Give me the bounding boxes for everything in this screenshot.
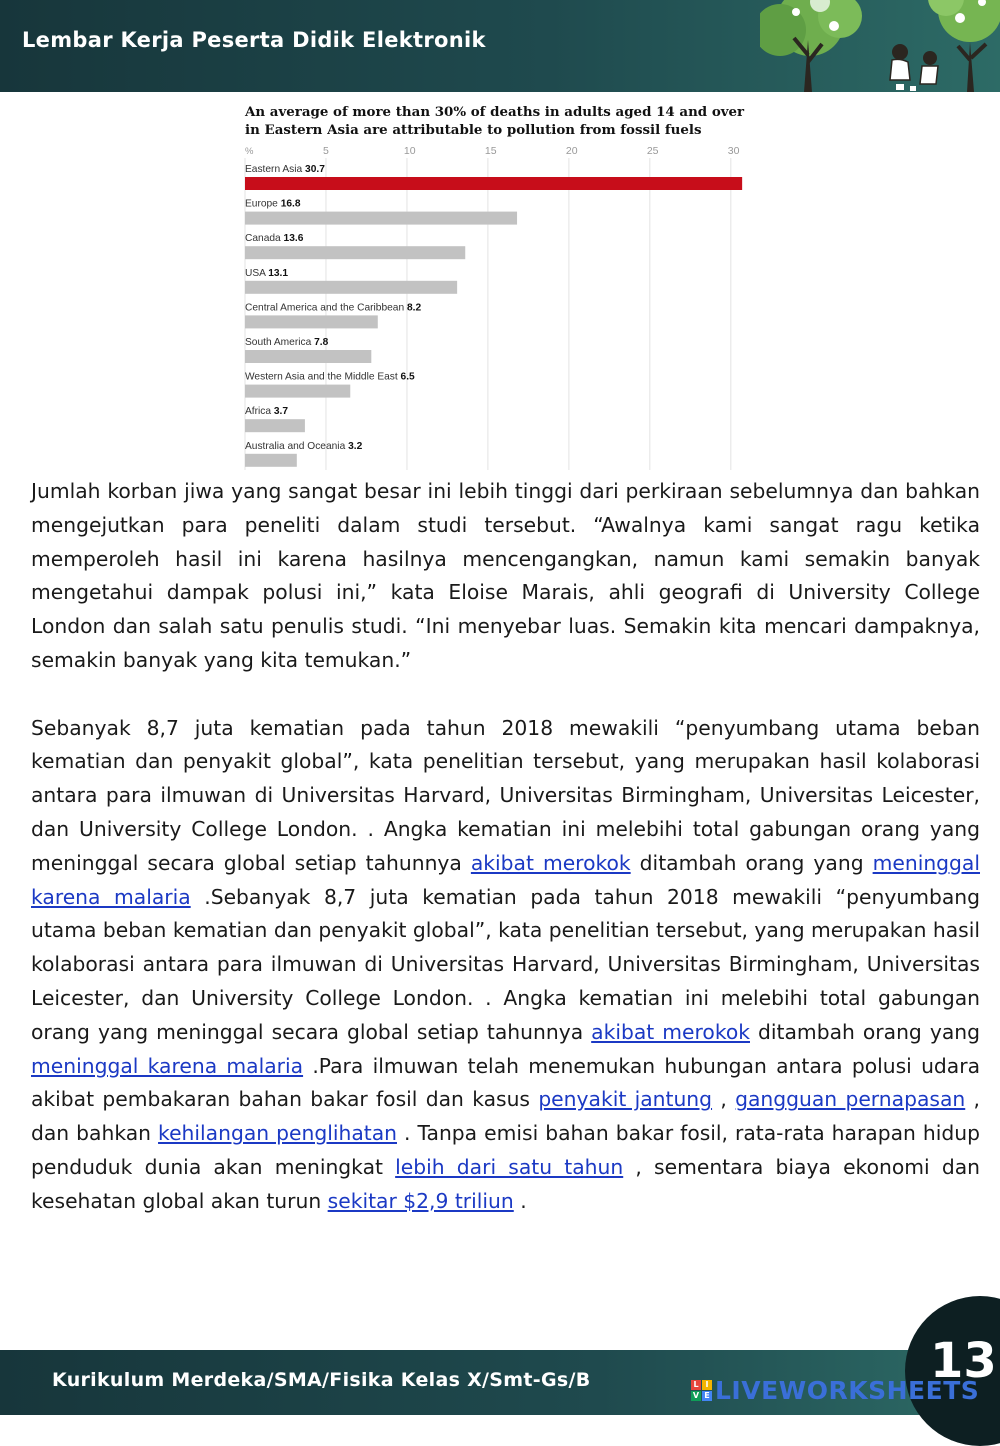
header-title: Lembar Kerja Peserta Didik Elektronik	[22, 28, 486, 52]
data-label: 13.1	[268, 267, 289, 279]
liveworksheets-logo[interactable]	[691, 1376, 979, 1405]
bar	[245, 419, 305, 432]
data-label: 3.2	[348, 440, 363, 452]
bar	[245, 350, 371, 363]
link-more-than-a-year[interactable]: lebih dari satu tahun	[395, 1154, 624, 1179]
category-name: Central America and the Caribbean	[245, 302, 407, 314]
category-label	[245, 199, 301, 210]
category-name: Western Asia and the Middle East	[245, 371, 401, 383]
link-respiratory[interactable]: gangguan pernapasan	[735, 1087, 966, 1112]
paragraph-2	[31, 712, 980, 1219]
bar	[245, 212, 517, 225]
category-name: Australia and Oceania	[245, 440, 349, 452]
bar	[245, 246, 465, 259]
bar	[245, 454, 297, 467]
logo-square: V	[692, 1391, 700, 1400]
data-label: 8.2	[406, 302, 422, 314]
data-label: 13.6	[283, 233, 304, 245]
liveworksheets-icon	[691, 1380, 712, 1401]
liveworksheets-wordmark: LIVEWORKSHEETS	[715, 1376, 980, 1405]
text-segment: , dan bahkan	[31, 1087, 980, 1146]
link-malaria-2[interactable]: meninggal karena malaria	[31, 1053, 304, 1078]
bar	[245, 385, 350, 398]
chart-title: An average of more than 30% of deaths in adults aged 14 and over in Eastern Asia are attributable to pollution from fossil fuels	[245, 104, 745, 138]
curriculum-label: Kurikulum Merdeka/SMA/Fisika Kelas X/Smt-Gs/B	[52, 1369, 591, 1391]
category-label	[245, 233, 304, 244]
data-label: 30.7	[305, 164, 325, 175]
bar	[245, 315, 378, 328]
data-label: 6.5	[400, 371, 415, 383]
link-smoking[interactable]: akibat merokok	[470, 850, 631, 875]
category-name: Canada	[245, 233, 284, 245]
bar	[245, 281, 457, 294]
logo-square: L	[691, 1380, 701, 1390]
x-tick-label: 25	[646, 145, 659, 157]
data-label: 7.8	[314, 337, 329, 348]
paragraph-1: Jumlah korban jiwa yang sangat besar ini lebih tinggi dari perkiraan sebelumnya dan bahkan mengejutkan para peneliti dalam studi tersebut. “Awalnya kami sangat ragu ketika memperoleh hasil ini karena hasilnya mencengangkan, namun kami semakin banyak mengetahui dampak polusi ini,” kata Eloise Marais, ahli geografi di University College London dan salah satu penulis studi. “Ini menyebar luas. Semakin kita mencari dampaknya, semakin banyak yang kita temukan.”	[31, 479, 980, 672]
category-name: Eastern Asia	[245, 164, 306, 175]
x-tick-label: 5	[322, 145, 329, 157]
category-label	[245, 302, 421, 313]
header-bar	[0, 0, 1000, 92]
data-label: 3.7	[273, 406, 289, 418]
x-tick-label: 10	[403, 145, 416, 157]
bar	[245, 177, 742, 190]
link-smoking-2[interactable]: akibat merokok	[591, 1019, 750, 1044]
category-label	[245, 268, 288, 279]
text-segment: .	[513, 1188, 527, 1213]
category-label	[245, 372, 415, 383]
category-name: Europe	[245, 198, 281, 210]
article-text	[31, 475, 980, 1219]
category-label	[245, 337, 329, 348]
link-malaria[interactable]: meninggal karena malaria	[31, 850, 980, 909]
category-label	[245, 406, 288, 417]
x-tick-label: 15	[484, 145, 497, 157]
chart-canvas	[242, 100, 754, 472]
text-segment: ditambah orang yang	[630, 850, 873, 875]
pollution-deaths-chart	[242, 100, 754, 472]
axis-unit-label: %	[245, 146, 254, 157]
text-segment: , sementara biaya ekonomi dan kesehatan global akan turun	[31, 1154, 980, 1213]
category-name: Africa	[245, 406, 274, 418]
category-name: USA	[245, 267, 269, 279]
link-trillion[interactable]: sekitar $2,9 triliun	[327, 1188, 514, 1213]
category-label	[245, 164, 325, 175]
link-heart-disease[interactable]: penyakit jantung	[538, 1087, 713, 1112]
text-segment: .Sebanyak 8,7 juta kematian pada tahun 2018 mewakili “penyumbang utama beban kematian dan penyakit global”, kata penelitian tersebut, yang merupakan hasil kolaborasi antara para ilmuwan di Universitas Harvard, Universitas Birmingham, Universitas Leicester, dan University College London. . Angka kematian ini melebihi total gabungan orang yang meninggal secara global setiap tahunnya	[31, 884, 980, 1044]
logo-square: E	[702, 1391, 712, 1401]
x-tick-label: 30	[727, 145, 740, 157]
text-segment: . Tanpa emisi bahan bakar fosil, rata-rata harapan hidup penduduk dunia akan meningkat	[31, 1121, 980, 1179]
category-label	[245, 441, 363, 452]
data-label: 16.8	[280, 198, 301, 210]
text-segment: ditambah orang yang	[750, 1019, 980, 1044]
category-name: South America	[245, 337, 315, 348]
x-tick-label: 20	[565, 145, 578, 157]
text-segment: Sebanyak 8,7 juta kematian pada tahun 2018 mewakili “penyumbang utama beban kematian dan penyakit global”, kata penelitian tersebut, yang merupakan hasil kolaborasi antara para ilmuwan di Universitas Harvard, Universitas Birmingham, Universitas Leicester, dan University College London. . Angka kematian ini melebihi total gabungan orang yang meninggal secara global setiap tahunnya	[31, 715, 980, 875]
text-segment: .Para ilmuwan telah menemukan hubungan antara polusi udara akibat pembakaran bahan bakar fosil dan kasus	[31, 1053, 981, 1112]
text-segment: ,	[712, 1087, 736, 1112]
page-number: 13	[930, 1333, 997, 1389]
link-vision-loss[interactable]: kehilangan penglihatan	[158, 1121, 397, 1146]
logo-square: I	[702, 1380, 712, 1390]
trees-children-illustration	[760, 0, 1000, 92]
